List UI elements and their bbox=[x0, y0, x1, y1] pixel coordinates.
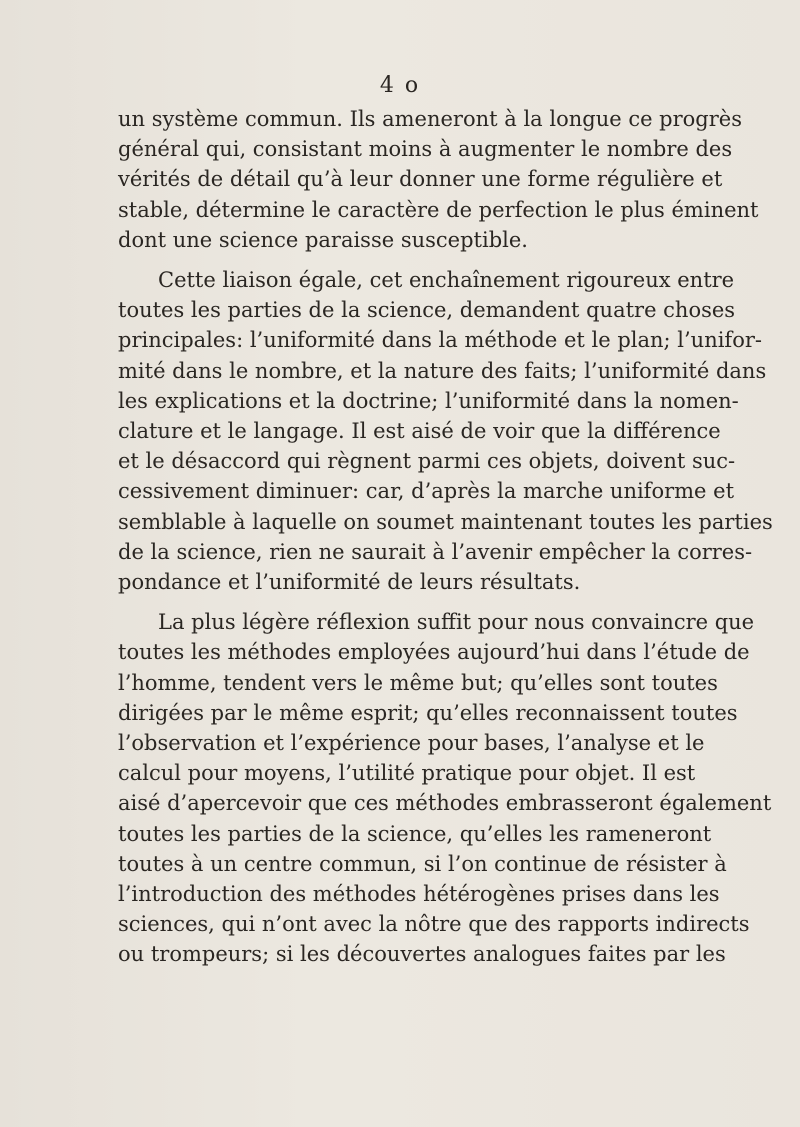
text-line: dont une science paraisse susceptible. bbox=[118, 227, 528, 252]
paragraph-1 bbox=[118, 104, 759, 255]
text-line: ou trompeurs; si les découvertes analogues faites par les bbox=[118, 942, 726, 967]
text-line: l’introduction des méthodes hétérogènes prises dans les bbox=[118, 882, 720, 907]
text-line: principales: l’uniformité dans la méthode et le plan; l’unifor- bbox=[118, 328, 762, 353]
text-line: mité dans le nombre, et la nature des faits; l’uniformité dans bbox=[118, 358, 767, 383]
body-text bbox=[118, 104, 773, 970]
text-line: clature et le langage. Il est aisé de voir que la différence bbox=[118, 419, 721, 444]
text-line: toutes à un centre commun, si l’on continue de résister à bbox=[118, 851, 727, 876]
text-line: général qui, consistant moins à augmenter le nombre des bbox=[118, 137, 733, 162]
paragraph-2 bbox=[118, 265, 773, 597]
text-line: de la science, rien ne saurait à l’avenir empêcher la corres- bbox=[118, 539, 753, 564]
text-line: dirigées par le même esprit; qu’elles reconnaissent toutes bbox=[118, 700, 738, 725]
text-line: les explications et la doctrine; l’uniformité dans la nomen- bbox=[118, 388, 739, 413]
text-line: La plus légère réflexion suffit pour nous convaincre que bbox=[158, 610, 755, 635]
text-line: Cette liaison égale, cet enchaînement rigoureux entre bbox=[158, 268, 735, 293]
text-line: et le désaccord qui règnent parmi ces objets, doivent suc- bbox=[118, 449, 736, 474]
text-line: toutes les parties de la science, demandent quatre choses bbox=[118, 298, 736, 323]
text-line: vérités de détail qu’à leur donner une forme régulière et bbox=[118, 167, 723, 192]
text-line: toutes les parties de la science, qu’elles les rameneront bbox=[118, 821, 712, 846]
text-line: l’observation et l’expérience pour bases, l’analyse et le bbox=[118, 731, 705, 756]
text-line: un système commun. Ils ameneront à la longue ce progrès bbox=[118, 107, 742, 131]
text-line: aisé d’apercevoir que ces méthodes embrasseront également bbox=[118, 791, 772, 816]
paragraph-3 bbox=[118, 607, 772, 969]
text-line: cessivement diminuer: car, d’après la marche uniforme et bbox=[118, 479, 735, 504]
text-line: stable, détermine le caractère de perfection le plus éminent bbox=[118, 197, 759, 222]
text-line: l’homme, tendent vers le même but; qu’elles sont toutes bbox=[118, 670, 718, 695]
text-line: sciences, qui n’ont avec la nôtre que des rapports indirects bbox=[118, 912, 750, 937]
text-line: semblable à laquelle on soumet maintenant toutes les parties bbox=[118, 509, 773, 534]
text-line: toutes les méthodes employées aujourd’hui dans l’étude de bbox=[118, 640, 750, 665]
text-line: calcul pour moyens, l’utilité pratique pour objet. Il est bbox=[118, 761, 696, 786]
page-number: 4 o bbox=[379, 73, 421, 98]
text-line: pondance et l’uniformité de leurs résultats. bbox=[118, 570, 581, 595]
